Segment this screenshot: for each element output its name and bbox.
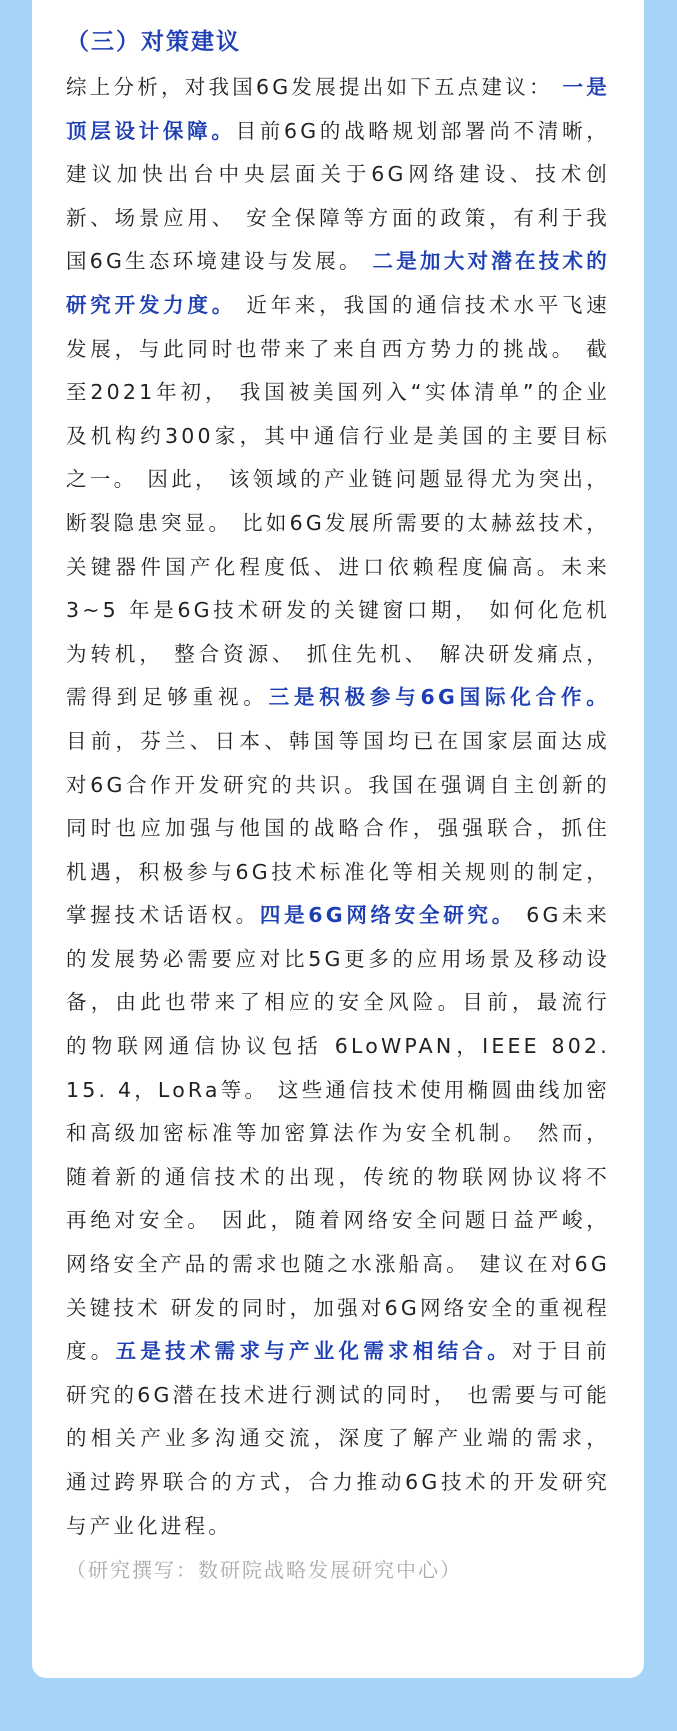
intro-text: 综上分析，对我国6G发展提出如下五点建议： <box>66 75 553 99</box>
suggestion-4-text: 6G未来的发展势必需要应对比5G更多的应用场景及移动设备，由此也带来了相应的安全风险。目前，最流行的物联网通信协议包括 6LoWPAN，IEEE 802. 15. 4，LoRa等。 这些通信技术使用椭圆曲线加密和高级加密标准等加密算法作为安全机制。 然而，随着新的通信技术的出现，传统的物联网协议将不再绝对安全。 因此，随着网络安全问题日益严峻，网络安全产品的需求也随之水涨船高。 建议在对6G关键技术 研发的同时，加强对6G网络安全的重视程度。 <box>66 903 610 1364</box>
suggestion-1-text: 目前6G的战略规划部署尚不清晰，建议加快出台中央层面关于6G网络建设、技术创新、场景应用、 安全保障等方面的政策，有利于我国6G生态环境建设与发展。 <box>66 118 610 274</box>
suggestion-4-heading: 四是6G网络安全研究。 <box>259 903 516 928</box>
suggestion-3-heading: 三是积极参与6G国际化合作。 <box>268 685 610 710</box>
section-title: （三）对策建议 <box>66 29 241 55</box>
suggestion-2-heading: 二是加大对潜在技术的研究开发力度。 <box>66 249 611 317</box>
source-credit: （研究撰写：数研院战略发展研究中心） <box>66 1558 462 1583</box>
suggestion-1-heading: 一是顶层设计保障。 <box>66 75 610 143</box>
suggestion-2-text: 近年来，我国的通信技术水平飞速发展，与此同时也带来了来自西方势力的挑战。 截至2021年初， 我国被美国列入“实体清单”的企业及机构约300家，其中通信行业是美国的主要目标之一。 因此， 该领域的产业链问题显得尤为突出， 断裂隐患突显。 比如6G发展所需要的太赫兹技术，关键器件国产化程度低、进口依赖程度偏高。未来 3~5 年是6G技术研发的关键窗口期， 如何化危机为转机， 整合资源、 抓住先机、 解决研发痛点， 需得到足够重视。 <box>66 292 611 710</box>
suggestion-5-heading: 五是技术需求与产业化需求相结合。 <box>115 1339 512 1364</box>
article-card <box>32 0 644 1678</box>
article-body <box>66 66 610 1548</box>
suggestion-5-text: 对于目前研究的6G潜在技术进行测试的同时， 也需要与可能的相关产业多沟通交流，深度了解产业端的需求， 通过跨界联合的方式，合力推动6G技术的开发研究与产业化进程。 <box>66 1339 610 1538</box>
suggestion-3-text: 目前，芬兰、日本、韩国等国均已在国家层面达成对6G合作开发研究的共识。我国在强调自主创新的同时也应加强与他国的战略合作，强强联合，抓住机遇，积极参与6G技术标准化等相关规则的制定，掌握技术话语权。 <box>66 728 610 928</box>
